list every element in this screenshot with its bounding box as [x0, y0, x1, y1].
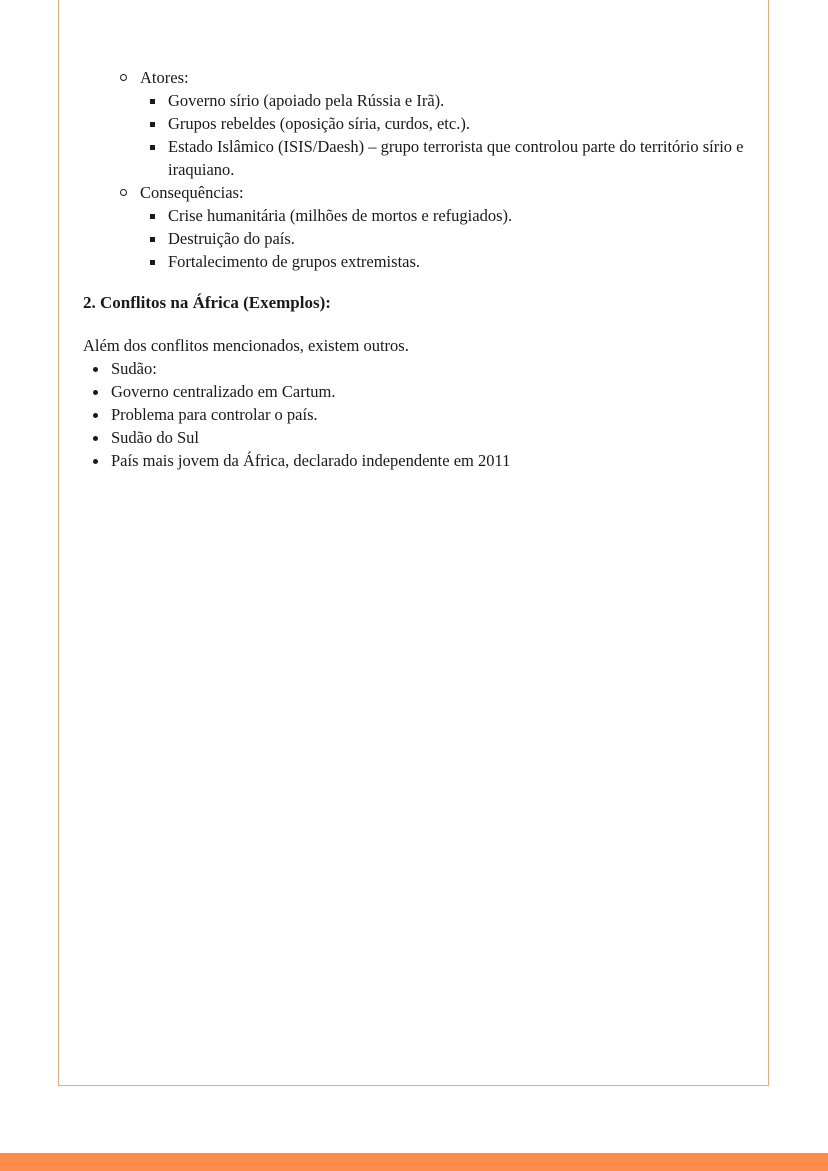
- consequencias-sublist: [140, 204, 753, 273]
- atores-label: Atores:: [140, 68, 189, 87]
- bullet-icon: [93, 390, 98, 395]
- square-bullet-icon: [150, 214, 155, 219]
- square-bullet-icon: [150, 237, 155, 242]
- bullet-icon: [93, 367, 98, 372]
- list-item-atores: [83, 66, 753, 181]
- square-bullet-icon: [150, 99, 155, 104]
- list-item-text: Grupos rebeldes (oposição síria, curdos, etc.).: [168, 114, 470, 133]
- list-item-text: Fortalecimento de grupos extremistas.: [168, 252, 421, 271]
- square-bullet-icon: [150, 145, 155, 150]
- circle-bullet-icon: [120, 189, 127, 196]
- list-item-text: Estado Islâmico (ISIS/Daesh) – grupo terrorista que controlou parte do território sírio e iraquiano.: [168, 137, 744, 179]
- list-item-text: Problema para controlar o país.: [111, 405, 318, 424]
- bullet-icon: [93, 413, 98, 418]
- section-heading-africa: 2. Conflitos na África (Exemplos):: [83, 293, 331, 312]
- list-item-text: Sudão do Sul: [111, 428, 200, 447]
- africa-list: [83, 357, 753, 472]
- list-item: [83, 426, 753, 449]
- list-item: [83, 449, 753, 472]
- list-item: [140, 89, 753, 112]
- list-item: [83, 380, 753, 403]
- list-item-text: País mais jovem da África, declarado independente em 2011: [111, 451, 511, 470]
- bullet-icon: [93, 459, 98, 464]
- africa-intro: Além dos conflitos mencionados, existem outros.: [83, 336, 409, 355]
- list-item: [140, 112, 753, 135]
- list-item: [140, 227, 753, 250]
- square-bullet-icon: [150, 260, 155, 265]
- list-item: [83, 403, 753, 426]
- list-item: [83, 357, 753, 380]
- list-item: [140, 204, 753, 227]
- list-item-text: Crise humanitária (milhões de mortos e refugiados).: [168, 206, 513, 225]
- syria-conflict-list: [83, 66, 753, 273]
- square-bullet-icon: [150, 122, 155, 127]
- circle-bullet-icon: [120, 74, 127, 81]
- list-item-text: Governo sírio (apoiado pela Rússia e Irã).: [168, 91, 445, 110]
- list-item-text: Governo centralizado em Cartum.: [111, 382, 336, 401]
- footer-accent-bar: [0, 1153, 828, 1171]
- consequencias-label: Consequências:: [140, 183, 244, 202]
- list-item-consequencias: [83, 181, 753, 273]
- list-item-text: Sudão:: [111, 359, 157, 378]
- list-item: [140, 250, 753, 273]
- atores-sublist: [140, 89, 753, 181]
- bullet-icon: [93, 436, 98, 441]
- list-item-text: Destruição do país.: [168, 229, 295, 248]
- document-content: [83, 66, 753, 472]
- list-item: [140, 135, 753, 181]
